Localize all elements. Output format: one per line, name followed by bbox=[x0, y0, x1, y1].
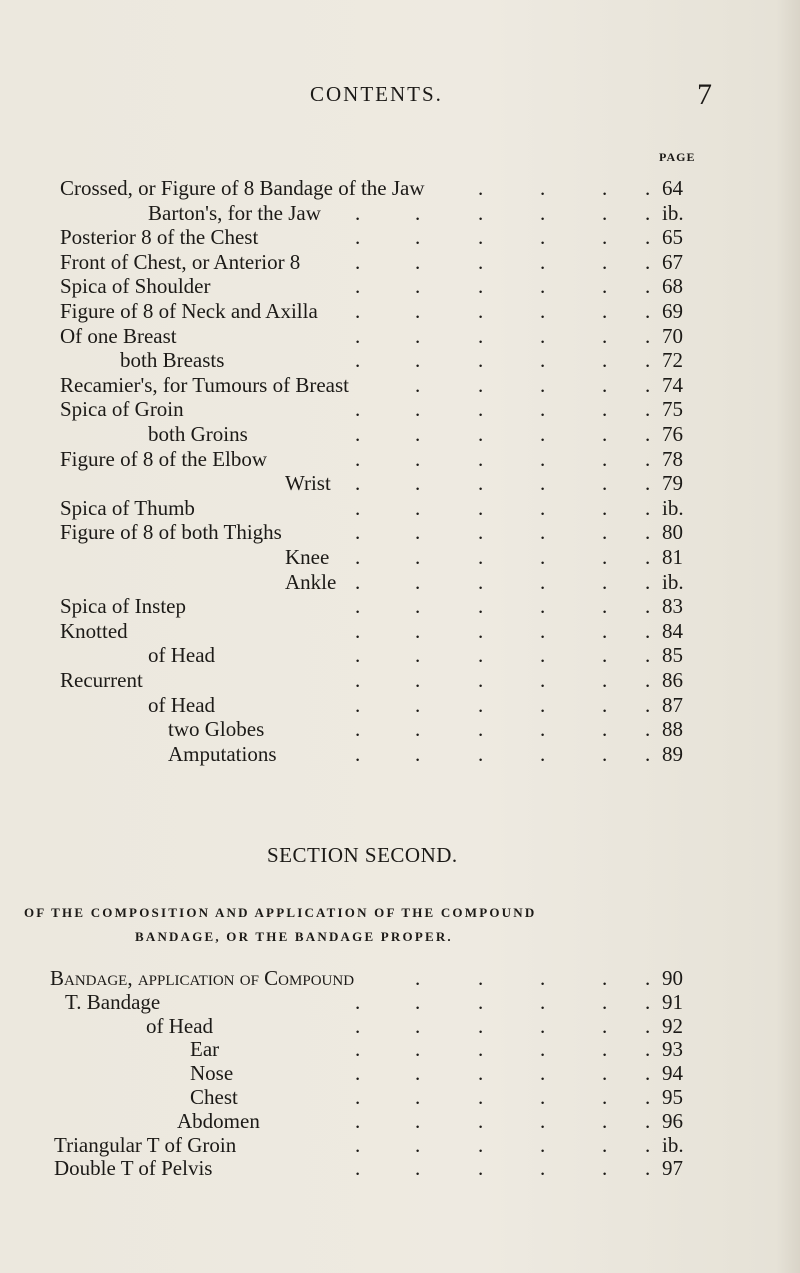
leader-dot: . bbox=[602, 693, 608, 717]
leader-dot: . bbox=[645, 742, 651, 766]
leader-dot: . bbox=[415, 324, 421, 348]
toc-entry-title: Of one Breast bbox=[60, 324, 177, 348]
toc-entry-page: ib. bbox=[662, 496, 684, 520]
leader-dot: . bbox=[540, 966, 546, 990]
leader-dot: . bbox=[645, 1061, 651, 1085]
leader-dot: . bbox=[478, 422, 484, 446]
leader-dot: . bbox=[645, 1133, 651, 1157]
leader-dot: . bbox=[478, 324, 484, 348]
leader-dot: . bbox=[478, 1109, 484, 1133]
leader-dot: . bbox=[645, 496, 651, 520]
leader-dot: . bbox=[415, 1085, 421, 1109]
toc-entry-title: Spica of Instep bbox=[60, 594, 186, 618]
leader-dot: . bbox=[645, 373, 651, 397]
leader-dot: . bbox=[645, 643, 651, 667]
leader-dot: . bbox=[645, 299, 651, 323]
running-header: CONTENTS. bbox=[310, 82, 443, 106]
toc-entry-page: 70 bbox=[662, 324, 683, 348]
leader-dot: . bbox=[478, 742, 484, 766]
leader-dot: . bbox=[355, 225, 361, 249]
leader-dot: . bbox=[645, 594, 651, 618]
leader-dot: . bbox=[602, 496, 608, 520]
leader-dot: . bbox=[540, 717, 546, 741]
leader-dot: . bbox=[355, 471, 361, 495]
leader-dot: . bbox=[602, 1037, 608, 1061]
leader-dot: . bbox=[415, 668, 421, 692]
leader-dot: . bbox=[355, 397, 361, 421]
leader-dot: . bbox=[602, 668, 608, 692]
leader-dot: . bbox=[540, 201, 546, 225]
leader-dot: . bbox=[478, 545, 484, 569]
leader-dot: . bbox=[415, 717, 421, 741]
leader-dot: . bbox=[415, 274, 421, 298]
leader-dot: . bbox=[602, 471, 608, 495]
toc-entry-title: Spica of Shoulder bbox=[60, 274, 211, 298]
leader-dot: . bbox=[645, 250, 651, 274]
toc-entry-title: Figure of 8 of Neck and Axilla bbox=[60, 299, 318, 323]
leader-dot: . bbox=[478, 1061, 484, 1085]
leader-dot: . bbox=[355, 348, 361, 372]
leader-dot: . bbox=[478, 693, 484, 717]
leader-dot: . bbox=[478, 447, 484, 471]
toc-entry-title: Chest bbox=[190, 1085, 238, 1109]
toc-entry-page: 92 bbox=[662, 1014, 683, 1038]
toc-entry-page: 85 bbox=[662, 643, 683, 667]
leader-dot: . bbox=[355, 201, 361, 225]
toc-entry-page: 68 bbox=[662, 274, 683, 298]
leader-dot: . bbox=[478, 471, 484, 495]
leader-dot: . bbox=[540, 250, 546, 274]
toc-entry-page: ib. bbox=[662, 1133, 684, 1157]
leader-dot: . bbox=[602, 742, 608, 766]
leader-dot: . bbox=[415, 225, 421, 249]
leader-dot: . bbox=[645, 225, 651, 249]
toc-entry-title: Recurrent bbox=[60, 668, 143, 692]
leader-dot: . bbox=[478, 274, 484, 298]
toc-entry-page: ib. bbox=[662, 570, 684, 594]
toc-entry-title: Ear bbox=[190, 1037, 220, 1061]
leader-dot: . bbox=[602, 1156, 608, 1180]
leader-dot: . bbox=[478, 570, 484, 594]
leader-dot: . bbox=[478, 1156, 484, 1180]
toc-entry-page: 72 bbox=[662, 348, 683, 372]
toc-entry-page: 67 bbox=[662, 250, 683, 274]
leader-dot: . bbox=[415, 422, 421, 446]
toc-entry-title: of Head bbox=[148, 643, 216, 667]
leader-dot: . bbox=[540, 471, 546, 495]
toc-entry-title: both Groins bbox=[148, 422, 248, 446]
leader-dot: . bbox=[602, 324, 608, 348]
leader-dot: . bbox=[540, 594, 546, 618]
leader-dot: . bbox=[645, 619, 651, 643]
toc-entry-page: 81 bbox=[662, 545, 683, 569]
leader-dot: . bbox=[478, 643, 484, 667]
leader-dot: . bbox=[540, 373, 546, 397]
leader-dot: . bbox=[355, 717, 361, 741]
toc-entry-title: Recamier's, for Tumours of Breast bbox=[60, 373, 349, 397]
toc-entry-title: Nose bbox=[190, 1061, 234, 1085]
leader-dot: . bbox=[540, 422, 546, 446]
leader-dot: . bbox=[355, 1156, 361, 1180]
toc-entry-page: 93 bbox=[662, 1037, 683, 1061]
leader-dot: . bbox=[602, 397, 608, 421]
leader-dot: . bbox=[540, 742, 546, 766]
leader-dot: . bbox=[602, 1061, 608, 1085]
leader-dot: . bbox=[478, 373, 484, 397]
leader-dot: . bbox=[478, 397, 484, 421]
leader-dot: . bbox=[415, 570, 421, 594]
leader-dot: . bbox=[645, 1085, 651, 1109]
toc-entry-page: 80 bbox=[662, 520, 683, 544]
leader-dot: . bbox=[355, 594, 361, 618]
leader-dot: . bbox=[355, 324, 361, 348]
leader-dot: . bbox=[478, 225, 484, 249]
leader-dot: . bbox=[602, 717, 608, 741]
toc-entry-page: 86 bbox=[662, 668, 683, 692]
leader-dot: . bbox=[602, 201, 608, 225]
leader-dot: . bbox=[540, 496, 546, 520]
leader-dot: . bbox=[540, 397, 546, 421]
leader-dot: . bbox=[478, 717, 484, 741]
leader-dot: . bbox=[540, 348, 546, 372]
leader-dot: . bbox=[645, 201, 651, 225]
toc-entry-title: Spica of Groin bbox=[60, 397, 184, 421]
leader-dot: . bbox=[602, 990, 608, 1014]
leader-dot: . bbox=[645, 668, 651, 692]
leader-dot: . bbox=[355, 1014, 361, 1038]
toc-entry-title: Bandage, application of Compound bbox=[50, 966, 355, 990]
leader-dot: . bbox=[645, 570, 651, 594]
leader-dot: . bbox=[478, 250, 484, 274]
leader-dot: . bbox=[645, 176, 651, 200]
toc-entry-page: 79 bbox=[662, 471, 683, 495]
leader-dot: . bbox=[355, 250, 361, 274]
leader-dot: . bbox=[355, 643, 361, 667]
toc-entry-page: 65 bbox=[662, 225, 683, 249]
leader-dot: . bbox=[540, 1014, 546, 1038]
leader-dot: . bbox=[540, 324, 546, 348]
leader-dot: . bbox=[415, 447, 421, 471]
leader-dot: . bbox=[415, 471, 421, 495]
leader-dot: . bbox=[415, 594, 421, 618]
toc-entry-page: 84 bbox=[662, 619, 683, 643]
toc-entry-title: of Head bbox=[146, 1014, 214, 1038]
toc-entry-title: T. Bandage bbox=[65, 990, 161, 1014]
leader-dot: . bbox=[602, 447, 608, 471]
leader-dot: . bbox=[355, 570, 361, 594]
leader-dot: . bbox=[355, 274, 361, 298]
leader-dot: . bbox=[602, 373, 608, 397]
leader-dot: . bbox=[478, 619, 484, 643]
leader-dot: . bbox=[415, 201, 421, 225]
toc-entry-title: Amputations bbox=[168, 742, 277, 766]
leader-dot: . bbox=[415, 545, 421, 569]
leader-dot: . bbox=[478, 594, 484, 618]
leader-dot: . bbox=[645, 1156, 651, 1180]
section-subtitle-line-2: BANDAGE, OR THE BANDAGE PROPER. bbox=[135, 929, 453, 944]
leader-dot: . bbox=[602, 274, 608, 298]
leader-dot: . bbox=[540, 668, 546, 692]
leader-dot: . bbox=[540, 520, 546, 544]
leader-dot: . bbox=[602, 1133, 608, 1157]
leader-dot: . bbox=[602, 643, 608, 667]
leader-dot: . bbox=[602, 176, 608, 200]
toc-entry-page: 96 bbox=[662, 1109, 683, 1133]
leader-dot: . bbox=[415, 742, 421, 766]
leader-dot: . bbox=[478, 299, 484, 323]
leader-dot: . bbox=[540, 1109, 546, 1133]
toc-entry-title: Double T of Pelvis bbox=[54, 1156, 213, 1180]
leader-dot: . bbox=[602, 966, 608, 990]
leader-dot: . bbox=[478, 1014, 484, 1038]
leader-dot: . bbox=[602, 299, 608, 323]
leader-dot: . bbox=[602, 520, 608, 544]
leader-dot: . bbox=[355, 619, 361, 643]
leader-dot: . bbox=[355, 1133, 361, 1157]
leader-dot: . bbox=[415, 299, 421, 323]
leader-dot: . bbox=[355, 422, 361, 446]
leader-dot: . bbox=[355, 1061, 361, 1085]
leader-dot: . bbox=[645, 717, 651, 741]
leader-dot: . bbox=[540, 545, 546, 569]
leader-dot: . bbox=[415, 990, 421, 1014]
leader-dot: . bbox=[415, 1037, 421, 1061]
leader-dot: . bbox=[478, 348, 484, 372]
leader-dot: . bbox=[540, 225, 546, 249]
leader-dot: . bbox=[645, 324, 651, 348]
leader-dot: . bbox=[540, 176, 546, 200]
toc-entry-title: Barton's, for the Jaw bbox=[148, 201, 321, 225]
leader-dot: . bbox=[415, 250, 421, 274]
toc-entry-title: Triangular T of Groin bbox=[54, 1133, 237, 1157]
toc-entry-page: 64 bbox=[662, 176, 683, 200]
leader-dot: . bbox=[355, 1037, 361, 1061]
leader-dot: . bbox=[415, 619, 421, 643]
leader-dot: . bbox=[645, 274, 651, 298]
toc-entry-title: Knotted bbox=[60, 619, 128, 643]
toc-entry-page: 90 bbox=[662, 966, 683, 990]
leader-dot: . bbox=[355, 299, 361, 323]
leader-dot: . bbox=[478, 176, 484, 200]
leader-dot: . bbox=[645, 545, 651, 569]
leader-dot: . bbox=[602, 225, 608, 249]
leader-dot: . bbox=[415, 966, 421, 990]
toc-entry-page: 76 bbox=[662, 422, 683, 446]
leader-dot: . bbox=[355, 742, 361, 766]
leader-dot: . bbox=[602, 594, 608, 618]
leader-dot: . bbox=[602, 1014, 608, 1038]
toc-entry-page: 89 bbox=[662, 742, 683, 766]
leader-dot: . bbox=[478, 1037, 484, 1061]
leader-dot: . bbox=[602, 348, 608, 372]
leader-dot: . bbox=[540, 1156, 546, 1180]
leader-dot: . bbox=[540, 1133, 546, 1157]
leader-dot: . bbox=[355, 520, 361, 544]
leader-dot: . bbox=[355, 693, 361, 717]
leader-dot: . bbox=[645, 348, 651, 372]
leader-dot: . bbox=[540, 1037, 546, 1061]
leader-dot: . bbox=[478, 496, 484, 520]
toc-entry-title: Front of Chest, or Anterior 8 bbox=[60, 250, 301, 274]
leader-dot: . bbox=[415, 1133, 421, 1157]
section-subtitle-line-1: OF THE COMPOSITION AND APPLICATION OF THE COMPOUND bbox=[24, 905, 537, 920]
leader-dot: . bbox=[415, 373, 421, 397]
leader-dot: . bbox=[415, 1014, 421, 1038]
leader-dot: . bbox=[355, 668, 361, 692]
toc-entry-page: ib. bbox=[662, 201, 684, 225]
leader-dot: . bbox=[415, 1061, 421, 1085]
toc-entry-page: 74 bbox=[662, 373, 683, 397]
toc-entry-title: Crossed, or Figure of 8 Bandage of the Jaw bbox=[60, 176, 425, 200]
leader-dot: . bbox=[602, 570, 608, 594]
leader-dot: . bbox=[540, 570, 546, 594]
toc-entry-page: 69 bbox=[662, 299, 683, 323]
leader-dot: . bbox=[415, 496, 421, 520]
toc-entry-page: 88 bbox=[662, 717, 683, 741]
toc-entry-title: Posterior 8 of the Chest bbox=[60, 225, 259, 249]
leader-dot: . bbox=[415, 1109, 421, 1133]
leader-dot: . bbox=[645, 990, 651, 1014]
leader-dot: . bbox=[602, 422, 608, 446]
toc-entry-page: 95 bbox=[662, 1085, 683, 1109]
leader-dot: . bbox=[540, 990, 546, 1014]
leader-dot: . bbox=[540, 693, 546, 717]
toc-entry-title: two Globes bbox=[168, 717, 265, 741]
leader-dot: . bbox=[478, 990, 484, 1014]
leader-dot: . bbox=[540, 1061, 546, 1085]
leader-dot: . bbox=[645, 1109, 651, 1133]
leader-dot: . bbox=[415, 397, 421, 421]
leader-dot: . bbox=[540, 643, 546, 667]
leader-dot: . bbox=[540, 619, 546, 643]
leader-dot: . bbox=[478, 520, 484, 544]
leader-dot: . bbox=[645, 1037, 651, 1061]
leader-dot: . bbox=[415, 643, 421, 667]
leader-dot: . bbox=[355, 1085, 361, 1109]
toc-entry-page: 94 bbox=[662, 1061, 683, 1085]
leader-dot: . bbox=[602, 250, 608, 274]
toc-entry-page: 78 bbox=[662, 447, 683, 471]
leader-dot: . bbox=[645, 471, 651, 495]
toc-entry-page: 91 bbox=[662, 990, 683, 1014]
leader-dot: . bbox=[478, 201, 484, 225]
leader-dot: . bbox=[415, 348, 421, 372]
leader-dot: . bbox=[602, 1109, 608, 1133]
section-heading: SECTION SECOND. bbox=[267, 843, 458, 867]
leader-dot: . bbox=[645, 966, 651, 990]
leader-dot: . bbox=[645, 1014, 651, 1038]
leader-dot: . bbox=[415, 520, 421, 544]
leader-dot: . bbox=[540, 274, 546, 298]
leader-dot: . bbox=[645, 520, 651, 544]
toc-entry-title: both Breasts bbox=[120, 348, 225, 372]
toc-entry-title: Ankle bbox=[285, 570, 337, 594]
leader-dot: . bbox=[602, 619, 608, 643]
toc-entry-page: 87 bbox=[662, 693, 683, 717]
leader-dot: . bbox=[602, 1085, 608, 1109]
leader-dot: . bbox=[540, 299, 546, 323]
toc-entry-title: Abdomen bbox=[177, 1109, 260, 1133]
leader-dot: . bbox=[478, 668, 484, 692]
leader-dot: . bbox=[478, 1133, 484, 1157]
toc-entry-title: Knee bbox=[285, 545, 330, 569]
toc-entry-title: Figure of 8 of both Thighs bbox=[60, 520, 282, 544]
leader-dot: . bbox=[355, 545, 361, 569]
page-number: 7 bbox=[697, 78, 712, 111]
leader-dot: . bbox=[355, 990, 361, 1014]
leader-dot: . bbox=[645, 447, 651, 471]
toc-entry-title: of Head bbox=[148, 693, 216, 717]
page-column-label: PAGE bbox=[659, 150, 696, 164]
leader-dot: . bbox=[415, 1156, 421, 1180]
leader-dot: . bbox=[540, 1085, 546, 1109]
leader-dot: . bbox=[415, 693, 421, 717]
leader-dot: . bbox=[602, 545, 608, 569]
toc-entry-title: Wrist bbox=[285, 471, 331, 495]
toc-entry-page: 97 bbox=[662, 1156, 683, 1180]
leader-dot: . bbox=[478, 1085, 484, 1109]
leader-dot: . bbox=[478, 966, 484, 990]
toc-entry-title: Figure of 8 of the Elbow bbox=[60, 447, 268, 471]
leader-dot: . bbox=[540, 447, 546, 471]
toc-entry-title: Spica of Thumb bbox=[60, 496, 195, 520]
leader-dot: . bbox=[355, 447, 361, 471]
leader-dot: . bbox=[645, 422, 651, 446]
toc-entry-page: 83 bbox=[662, 594, 683, 618]
leader-dot: . bbox=[355, 496, 361, 520]
leader-dot: . bbox=[645, 693, 651, 717]
leader-dot: . bbox=[645, 397, 651, 421]
toc-entry-page: 75 bbox=[662, 397, 683, 421]
leader-dot: . bbox=[355, 1109, 361, 1133]
